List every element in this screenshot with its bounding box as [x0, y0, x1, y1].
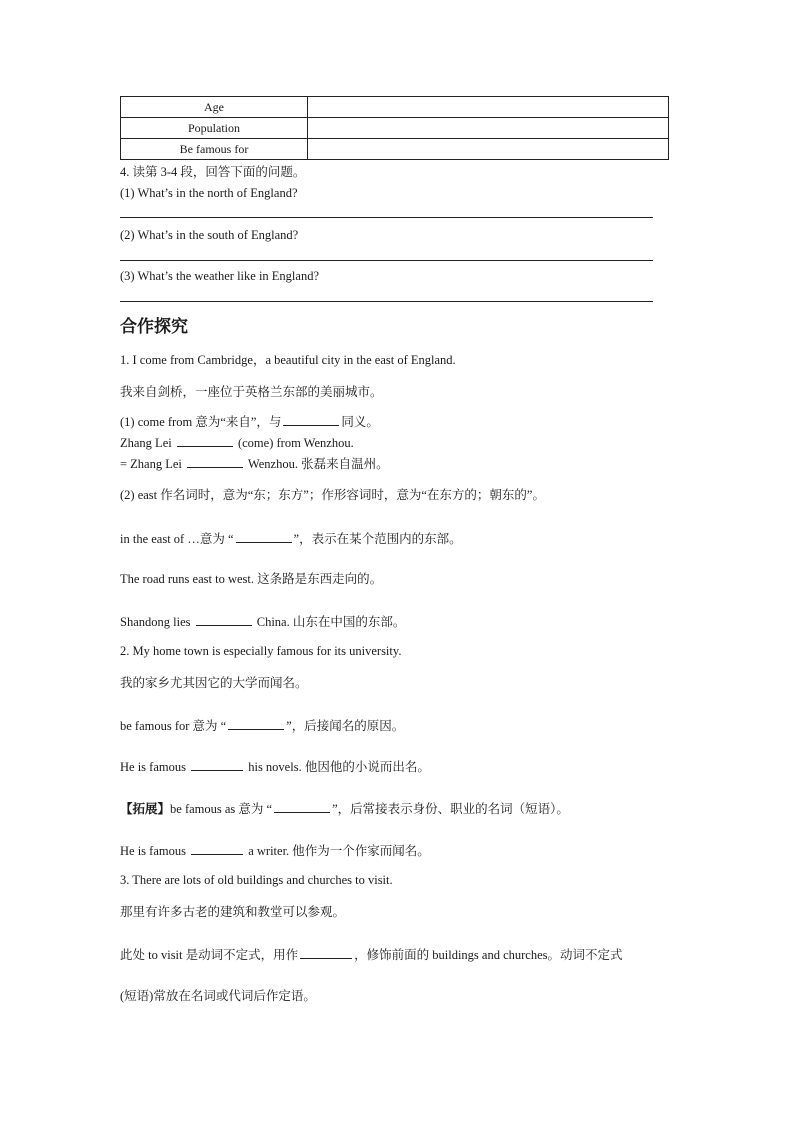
text: in the east of …意为 “: [120, 532, 234, 546]
text: He is famous: [120, 760, 186, 774]
text: a writer. 他作为一个作家而闻名。: [248, 844, 430, 858]
answer-line-3[interactable]: [120, 301, 653, 302]
text: Shandong lies: [120, 615, 191, 629]
info-table: [120, 96, 669, 160]
text: He is famous: [120, 844, 186, 858]
point3-translation: 那里有许多古老的建筑和教堂可以参观。: [120, 905, 346, 919]
fill-blank[interactable]: [300, 946, 352, 959]
answer-line-1[interactable]: [120, 217, 653, 218]
point2-example2: [120, 842, 430, 859]
text: ”，表示在某个范围内的东部。: [293, 532, 462, 546]
point3-note1: [120, 946, 623, 963]
point3-note1-cont: (短语)常放在名词或代词后作定语。: [120, 989, 316, 1003]
section-title: 合作探究: [120, 317, 188, 337]
point1-example1: [120, 434, 354, 451]
point1-example3: The road runs east to west. 这条路是东西走向的。: [120, 572, 383, 586]
text: ，修饰前面的 buildings and churches。动词不定式: [354, 948, 623, 962]
task4-instruction: 4. 读第 3-4 段，回答下面的问题。: [120, 165, 306, 179]
fill-blank[interactable]: [177, 434, 233, 447]
text: (come) from Wenzhou.: [237, 436, 354, 450]
point2-example1: [120, 758, 430, 775]
task4-question-1: (1) What’s in the north of England?: [120, 186, 298, 200]
text: be famous for 意为 “: [120, 719, 227, 733]
fill-blank[interactable]: [236, 530, 292, 543]
fill-blank[interactable]: [196, 613, 252, 626]
text: 同义。: [341, 415, 379, 429]
table-label-cell: Age: [121, 97, 308, 118]
fill-blank[interactable]: [191, 758, 243, 771]
point1-example4: [120, 613, 405, 630]
point2-note1: [120, 717, 404, 734]
table-row: [121, 118, 669, 139]
fill-blank[interactable]: [187, 455, 243, 468]
text: Zhang Lei: [120, 436, 172, 450]
point2-translation: 我的家乡尤其因它的大学而闻名。: [120, 676, 308, 690]
point1-sentence: 1. I come from Cambridge，a beautiful city in the east of England.: [120, 353, 456, 367]
task4-question-2: (2) What’s in the south of England?: [120, 228, 299, 242]
text: = Zhang Lei: [120, 457, 182, 471]
table-value-cell[interactable]: [308, 118, 669, 139]
text: his novels. 他因他的小说而出名。: [248, 760, 430, 774]
fill-blank[interactable]: [191, 842, 243, 855]
point1-translation: 我来自剑桥，一座位于英格兰东部的美丽城市。: [120, 385, 383, 399]
text: 此处 to visit 是动词不定式，用作: [120, 948, 299, 962]
table-value-cell[interactable]: [308, 97, 669, 118]
text: (1) come from 意为“来自”，与: [120, 415, 282, 429]
text: ”，后常接表示身份、职业的名词（短语）。: [332, 802, 569, 816]
point1-note2: (2) east 作名词时，意为“东；东方”；作形容词时，意为“在东方的；朝东的”。: [120, 488, 545, 502]
text: ”，后接闻名的原因。: [286, 719, 405, 733]
point1-note1: [120, 413, 379, 430]
point2-extension: [120, 800, 569, 817]
table-row: [121, 139, 669, 160]
text: Wenzhou. 张磊来自温州。: [247, 457, 389, 471]
fill-blank[interactable]: [228, 717, 284, 730]
fill-blank[interactable]: [283, 413, 339, 426]
table-label-cell: Population: [121, 118, 308, 139]
extension-tag: 【拓展】: [120, 802, 171, 816]
table-label-cell: Be famous for: [121, 139, 308, 160]
text: China. 山东在中国的东部。: [256, 615, 406, 629]
table-row: [121, 97, 669, 118]
point1-example2: [120, 455, 389, 472]
point3-sentence: 3. There are lots of old buildings and churches to visit.: [120, 873, 393, 887]
point2-sentence: 2. My home town is especially famous for its university.: [120, 644, 402, 658]
text: be famous as 意为 “: [170, 802, 273, 816]
table-value-cell[interactable]: [308, 139, 669, 160]
point1-note3: [120, 530, 462, 547]
task4-question-3: (3) What’s the weather like in England?: [120, 269, 320, 283]
fill-blank[interactable]: [274, 800, 330, 813]
answer-line-2[interactable]: [120, 260, 653, 261]
